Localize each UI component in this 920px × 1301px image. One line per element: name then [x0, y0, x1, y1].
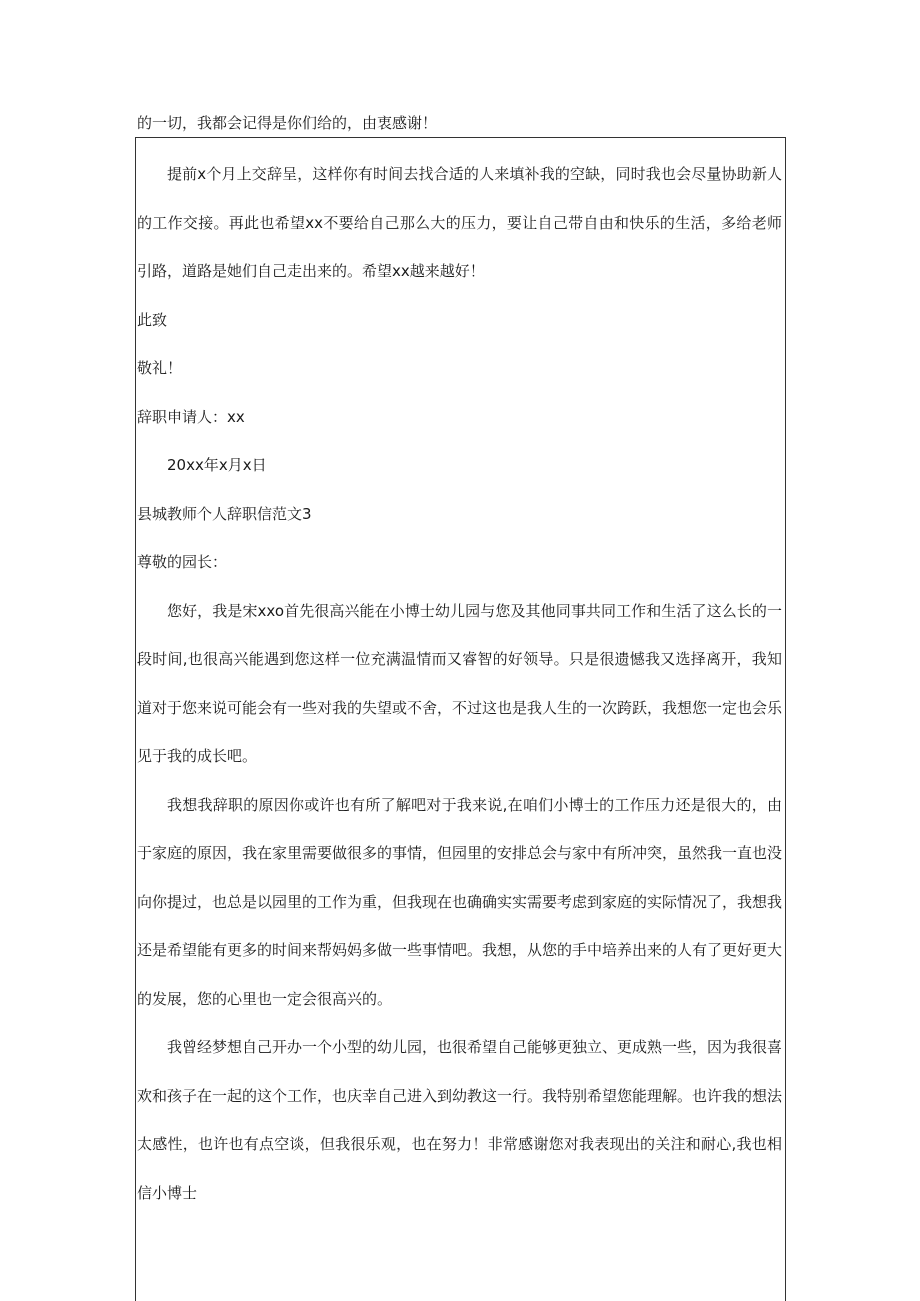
closing-line-1: 此致 — [137, 310, 168, 329]
closing-line-2: 敬礼！ — [137, 359, 183, 377]
paragraph-reason: 我想我辞职的原因你或许也有所了解吧对于我来说,在咱们小博士的工作压力还是很大的，由于家庭的原因，我在家里需要做很多的事情，但园里的安排总会与家中有所冲突，虽然我一直也没向你提过，也总是以园里的工作为重，但我现在也确确实实需要考虑到家庭的实际情况了，我想我还是希望能有更多的时间来帮妈妈多做一些事情吧。我想，从您的手中培养出来的人有了更好更大的发展，您的心里也一定会很高兴的。 — [137, 795, 783, 1008]
salutation: 尊敬的园长： — [137, 553, 228, 571]
letter-content — [137, 150, 782, 1217]
section-title: 县城教师个人辞职信范文3 — [137, 504, 312, 523]
paragraph-greeting: 您好，我是宋xxo首先很高兴能在小博士幼儿园与您及其他同事共同工作和生活了这么长的一段时间,也很高兴能遇到您这样一位充满温情而又睿智的好领导。只是很遗憾我又选择离开，我知道对于您来说可能会有一些对我的失望或不舍，不过这也是我人生的一次跨跃，我想您一定也会乐见于我的成长吧。 — [137, 601, 783, 765]
date-line: 20xx年x月x日 — [167, 456, 267, 474]
paragraph-resignation-notice: 提前x个月上交辞呈，这样你有时间去找合适的人来填补我的空缺，同时我也会尽量协助新人的工作交接。再此也希望xx不要给自己那么大的压力，要让自己带自由和快乐的生活，多给老师引路，道路是她们自己走出来的。希望xx越来越好！ — [137, 165, 782, 280]
paragraph-dream: 我曾经梦想自己开办一个小型的幼儿园，也很希望自己能够更独立、更成熟一些，因为我很喜欢和孩子在一起的这个工作，也庆幸自己进入到幼教这一行。我特别希望您能理解。也许我的想法太感性，也许也有点空谈，但我很乐观，也在努力！非常感谢您对我表现出的关注和耐心,我也相信小博士 — [137, 1038, 783, 1202]
continued-text-line: 的一切，我都会记得是你们给的，由衷感谢！ — [137, 114, 438, 132]
signature-line: 辞职申请人：xx — [137, 407, 245, 426]
